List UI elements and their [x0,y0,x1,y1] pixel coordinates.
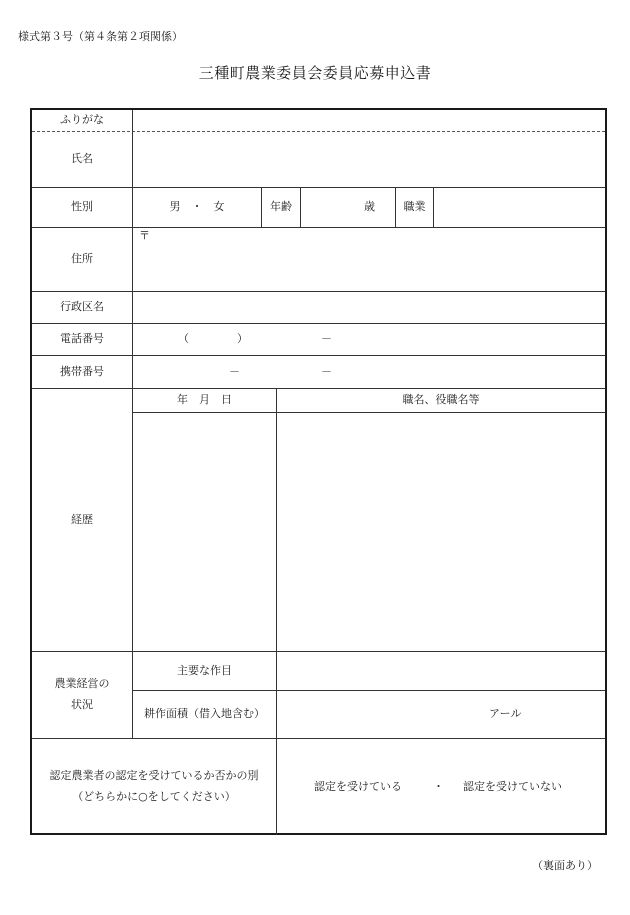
phone-field[interactable] [133,324,605,355]
history-position-field[interactable] [277,413,605,651]
district-field[interactable] [133,292,605,323]
certification-options [277,739,605,835]
history-label: 経歴 [71,512,93,526]
farming-status-label-line2: 状況 [71,698,93,711]
district-label: 行政区名 [60,300,104,314]
certification-label [32,739,276,835]
main-crops-label: 主要な作目 [177,663,232,677]
name-field[interactable] [133,132,605,187]
furigana-field[interactable] [133,110,605,131]
postal-mark-icon: 〒 [139,229,150,242]
gender-options[interactable]: 男 ・ 女 [169,200,225,214]
mobile-dash-2: － [321,364,332,378]
main-crops-field[interactable] [277,652,605,690]
history-position-header: 職名、役職名等 [402,393,480,407]
farming-status-label [32,652,132,738]
cultivated-area-field[interactable] [277,691,605,738]
not-certified-option[interactable]: 認定を受けていない [463,779,562,793]
phone-paren-open: （ [178,332,189,346]
certified-option[interactable]: 認定を受けている [314,779,402,793]
area-unit: アール [489,707,522,721]
age-field[interactable] [301,188,395,227]
occupation-field[interactable] [434,188,605,227]
document-title: 三種町農業委員会委員応募申込書 [198,64,432,82]
name-label: 氏名 [71,152,93,166]
phone-label: 電話番号 [60,332,104,346]
certification-label-line2: （どちらかに○をしてください） [72,790,236,803]
furigana-label: ふりがな [60,113,104,127]
history-date-header: 年 月 日 [177,393,232,407]
certification-label-line1: 認定農業者の認定を受けているか否かの別 [49,769,259,783]
occupation-label: 職業 [403,200,426,214]
history-date-field[interactable] [133,413,276,651]
phone-dash: － [321,332,332,346]
application-form-table [30,108,607,835]
mobile-field[interactable] [133,356,605,388]
mobile-dash-1: － [229,364,240,378]
certification-separator: ・ [433,779,444,793]
reverse-side-note: （裏面あり） [532,859,598,872]
age-unit: 歳 [364,200,375,214]
address-label: 住所 [71,252,93,266]
mobile-label: 携帯番号 [60,364,104,378]
form-reference: 様式第３号（第４条第２項関係） [18,30,183,43]
address-field[interactable] [133,228,605,291]
age-label: 年齢 [270,200,292,214]
cultivated-area-label: 耕作面積（借入地含む） [144,707,265,721]
farming-status-label-line1: 農業経営の [54,677,110,691]
phone-paren-close: ） [237,332,248,346]
gender-label: 性別 [71,200,93,214]
